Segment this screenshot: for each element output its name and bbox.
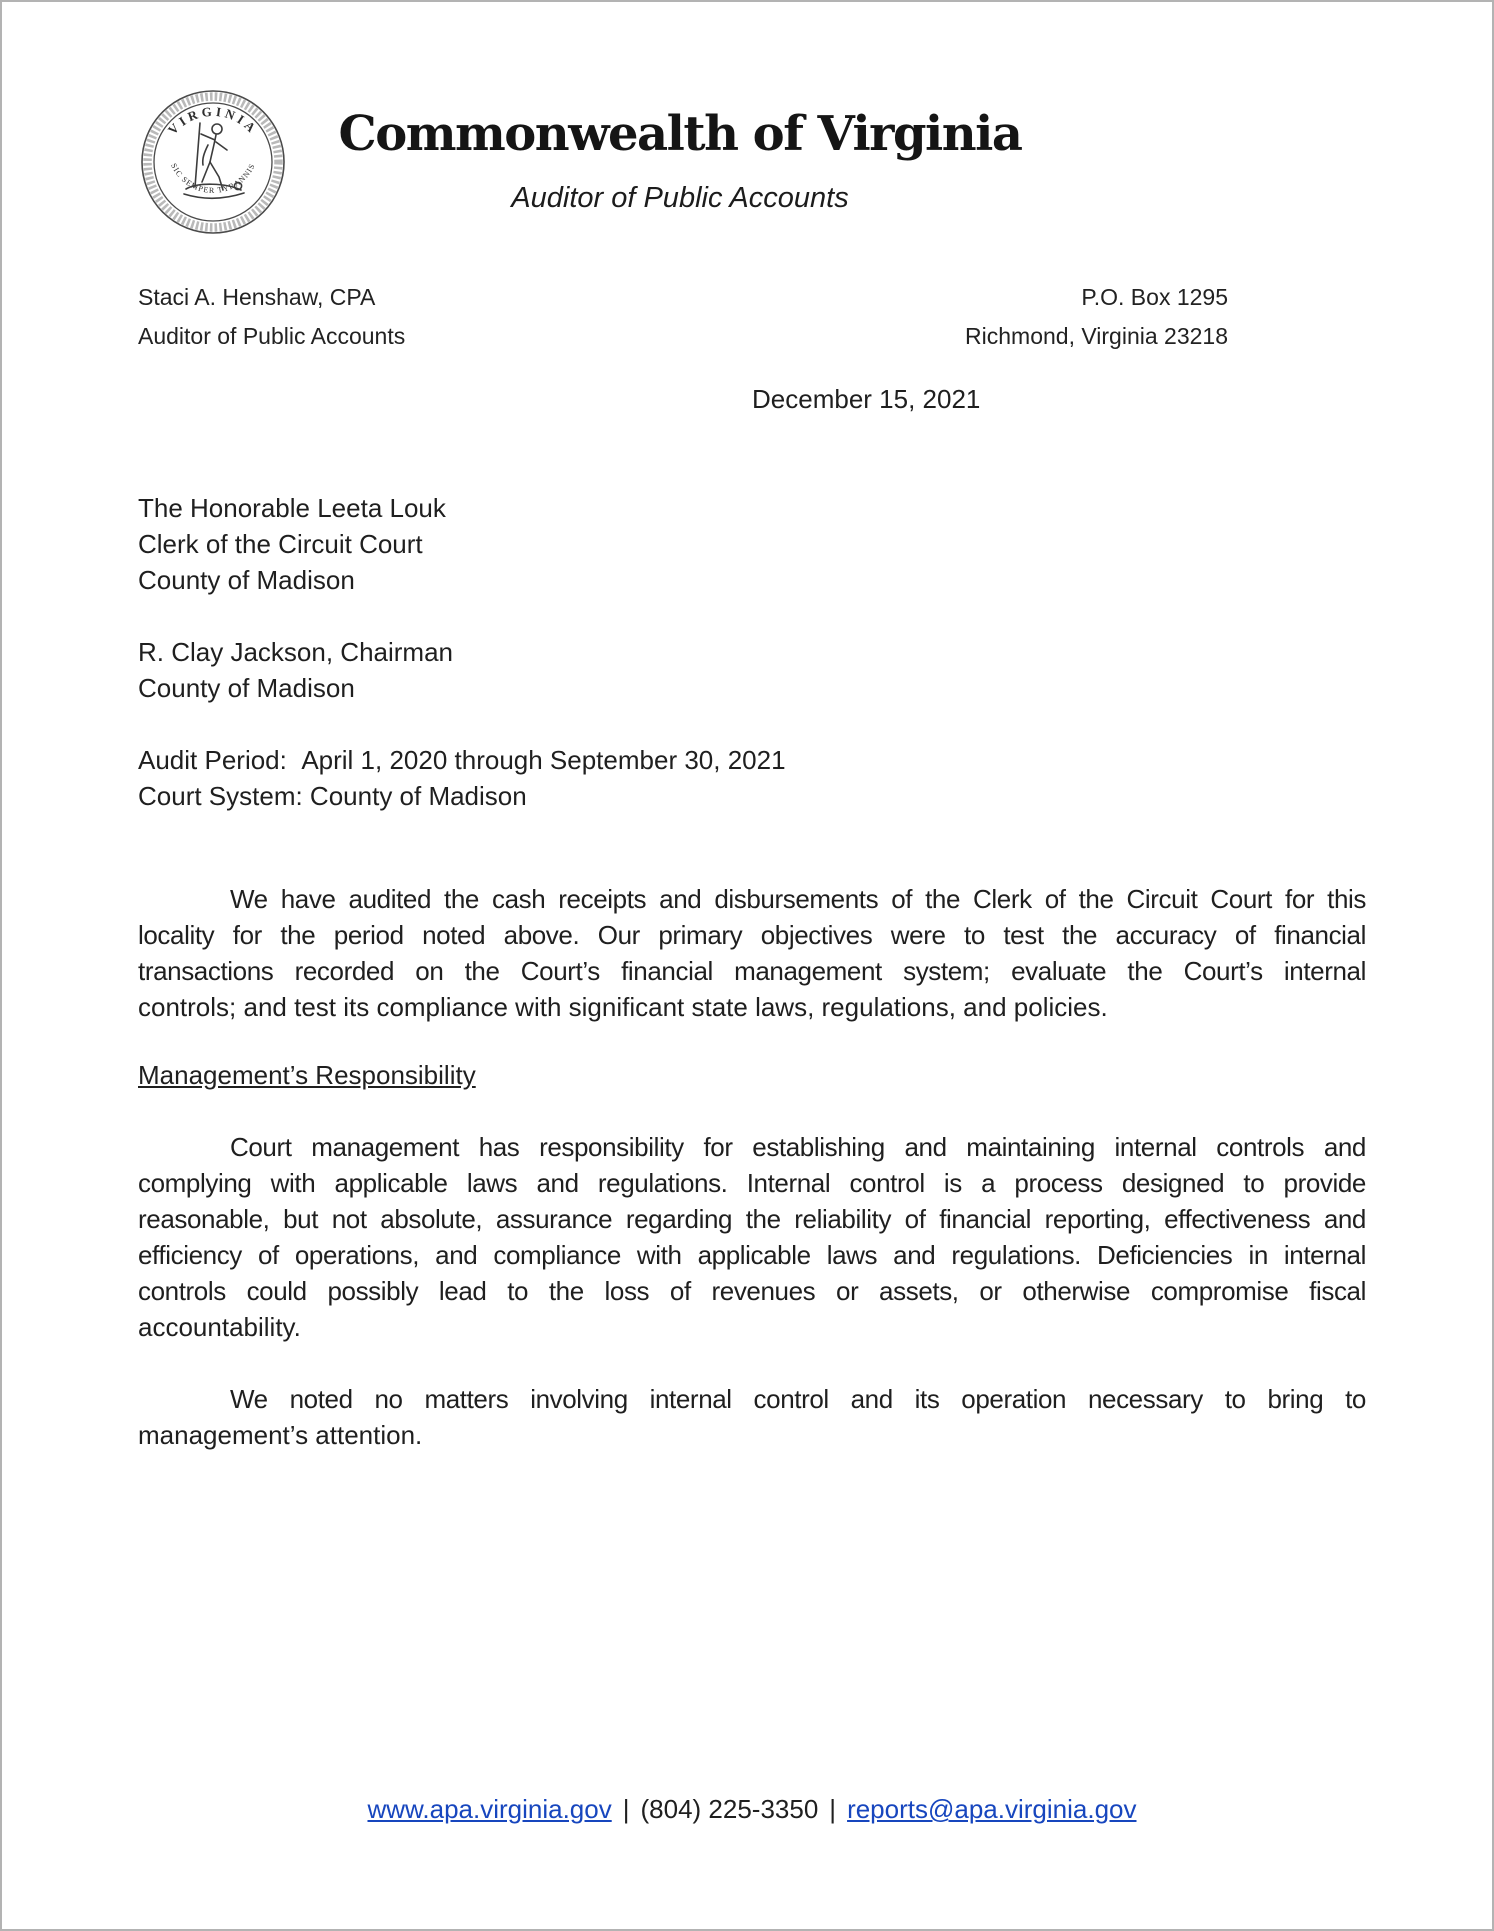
paragraph-line: management’s attention. bbox=[138, 1420, 423, 1450]
court-system-line: Court System: County of Madison bbox=[138, 781, 527, 811]
recipient-name: The Honorable Leeta Louk bbox=[138, 493, 446, 523]
seal-bottom-text: SIC SEMPER TYRANNIS bbox=[169, 161, 257, 195]
po-box-line: P.O. Box 1295 bbox=[1081, 284, 1228, 310]
city-state-zip-line: Richmond, Virginia 23218 bbox=[965, 323, 1228, 349]
footer-separator: | bbox=[829, 1794, 837, 1824]
seal-top-text: VIRGINIA bbox=[164, 103, 262, 138]
paragraph-line: We have audited the cash receipts and disbursements of the Clerk of the Circuit Court for this bbox=[230, 884, 1366, 914]
recipient-name: R. Clay Jackson, Chairman bbox=[138, 637, 453, 667]
section-heading-managements-responsibility: Management’s Responsibility bbox=[138, 1060, 476, 1090]
email-link[interactable]: reports@apa.virginia.gov bbox=[847, 1794, 1137, 1824]
paragraph-line: complying with applicable laws and regulations. Internal control is a process designed to provide bbox=[138, 1168, 1366, 1198]
audit-period-line: Audit Period: April 1, 2020 through September 30, 2021 bbox=[138, 745, 786, 775]
phone-number: (804) 225-3350 bbox=[640, 1794, 819, 1824]
paragraph-line: controls could possibly lead to the loss of revenues or assets, or otherwise compromise fiscal bbox=[138, 1276, 1366, 1306]
paragraph-audit-scope bbox=[138, 881, 1366, 1025]
paragraph-management-responsibility bbox=[138, 1129, 1366, 1345]
recipient-chairman-block bbox=[138, 634, 1366, 706]
paragraph-line: accountability. bbox=[138, 1312, 301, 1342]
footer-contact-line bbox=[138, 1791, 1366, 1827]
office-address-block bbox=[965, 278, 1228, 356]
paragraph-line: controls; and test its compliance with significant state laws, regulations, and policies. bbox=[138, 992, 1108, 1022]
auditor-job-title: Auditor of Public Accounts bbox=[138, 323, 406, 349]
letterhead-title: Commonwealth of Virginia bbox=[338, 106, 1022, 162]
recipient-clerk-block bbox=[138, 490, 1366, 598]
recipient-locality: County of Madison bbox=[138, 673, 355, 703]
auditor-name: Staci A. Henshaw, CPA bbox=[138, 284, 376, 310]
recipient-title: Clerk of the Circuit Court bbox=[138, 529, 423, 559]
paragraph-line: We noted no matters involving internal control and its operation necessary to bring to bbox=[230, 1384, 1366, 1414]
website-link[interactable]: www.apa.virginia.gov bbox=[367, 1794, 612, 1824]
paragraph-line: reasonable, but not absolute, assurance regarding the reliability of financial reporting, effectiveness and bbox=[138, 1204, 1366, 1234]
letterhead-subtitle: Auditor of Public Accounts bbox=[511, 182, 849, 214]
letter-date: December 15, 2021 bbox=[752, 384, 981, 414]
auditor-name-block bbox=[138, 278, 405, 356]
paragraph-line: transactions recorded on the Court’s financial management system; evaluate the Court’s internal bbox=[138, 956, 1366, 986]
paragraph-line: efficiency of operations, and compliance with applicable laws and regulations. Deficiencies in internal bbox=[138, 1240, 1366, 1270]
paragraph-line: Court management has responsibility for establishing and maintaining internal controls and bbox=[230, 1132, 1366, 1162]
audit-info-block bbox=[138, 742, 1366, 814]
letterhead-center bbox=[136, 103, 1224, 218]
footer-separator: | bbox=[622, 1794, 630, 1824]
paragraph-no-matters-noted bbox=[138, 1381, 1366, 1453]
recipient-locality: County of Madison bbox=[138, 565, 355, 595]
paragraph-line: locality for the period noted above. Our primary objectives were to test the accuracy of financial bbox=[138, 920, 1366, 950]
